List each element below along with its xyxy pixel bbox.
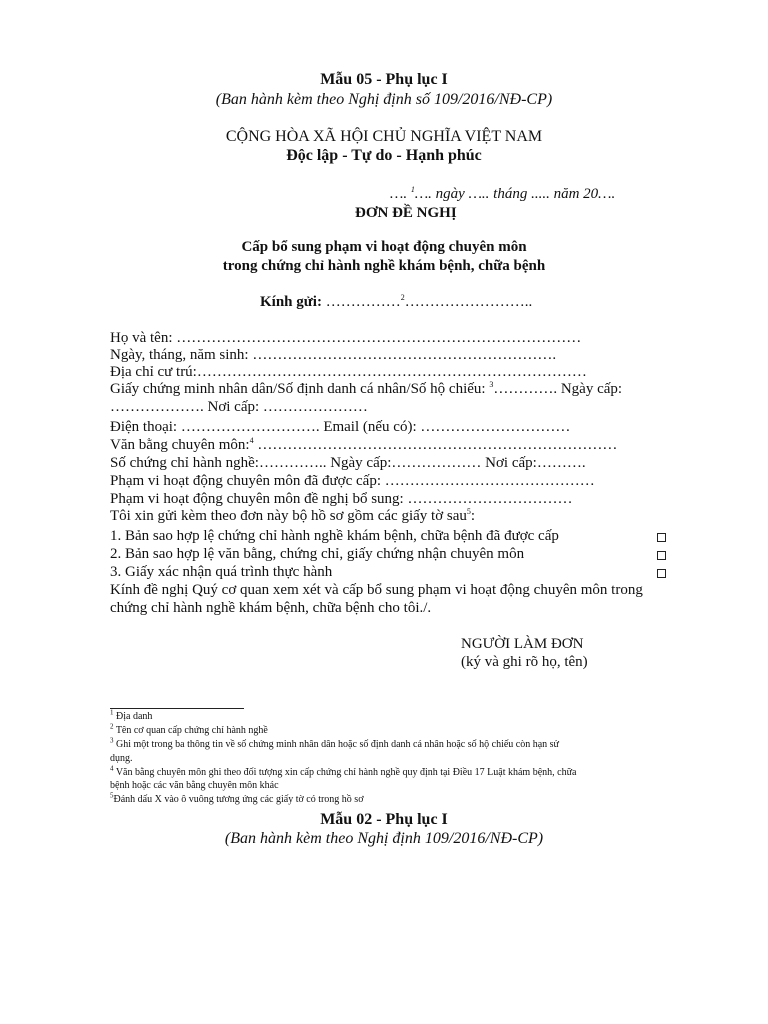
attachment-checkbox-2[interactable] [657, 551, 666, 560]
nation-heading: CỘNG HÒA XÃ HỘI CHỦ NGHĨA VIỆT NAM [225, 128, 543, 145]
form2-decree-reference: (Ban hành kèm theo Nghị định 109/2016/NĐ-CP) [224, 830, 544, 847]
footnote-4-continued: bệnh hoặc các văn bằng chuyên môn khác [110, 780, 279, 791]
subject-line-1: Cấp bổ sung phạm vi hoạt động chuyên môn [241, 239, 527, 255]
document-title: ĐƠN ĐỀ NGHỊ [355, 205, 457, 221]
degree-field[interactable]: Văn bằng chuyên môn:$^4$ ……………………………………………………………… [110, 436, 618, 453]
form2-title: Mẫu 02 - Phụ lục I [320, 811, 448, 828]
form-title: Mẫu 05 - Phụ lục I [320, 71, 448, 88]
subject-line-2: trong chứng chỉ hành nghề khám bệnh, chữa bệnh [222, 258, 546, 274]
recipient-line: Kính gửi: ……………$^2$…………………….. [260, 293, 533, 310]
attachments-intro: Tôi xin gửi kèm theo đơn này bộ hồ sơ gồm các giấy tờ sau$^5$: [110, 507, 476, 524]
footnote-5: $^5$Đánh dấu X vào ô vuông tương ứng các giấy tờ có trong hồ sơ [110, 791, 364, 805]
date-line: …. $^1$…. ngày ….. tháng ..... năm 20…. [390, 185, 616, 202]
request-line-2: chứng chỉ hành nghề khám bệnh, chữa bệnh cho tôi./. [110, 600, 432, 616]
scope-requested-field[interactable]: Phạm vi hoạt động chuyên môn đề nghị bổ sung: …………………………… [110, 491, 573, 507]
attachment-item-2: 2. Bản sao hợp lệ văn bằng, chứng chỉ, giấy chứng nhận chuyên môn [110, 546, 525, 562]
footnote-3: $^3$ Ghi một trong ba thông tin về số chứng minh nhân dân hoặc số định danh cá nhân hoặc số hộ chiếu còn hạn sử [110, 736, 559, 750]
id-issue-place-field[interactable]: ………………. Nơi cấp: ………………… [110, 399, 368, 415]
decree-reference: (Ban hành kèm theo Nghị định số 109/2016/NĐ-CP) [215, 91, 553, 108]
footnote-divider [110, 708, 244, 709]
footnote-2: $^2$ Tên cơ quan cấp chứng chỉ hành nghề [110, 722, 268, 736]
attachment-item-3: 3. Giấy xác nhận quá trình thực hành [110, 564, 333, 580]
dob-field[interactable]: Ngày, tháng, năm sinh: ……………………………………………………. [110, 347, 557, 363]
id-field[interactable]: Giấy chứng minh nhân dân/Số định danh cá nhân/Số hộ chiếu: $^3$…………. Ngày cấp: [110, 380, 623, 397]
scope-granted-field[interactable]: Phạm vi hoạt động chuyên môn đã được cấp: …………………………………… [110, 473, 595, 489]
address-field[interactable]: Địa chỉ cư trú:…………………………………………………………………… [110, 364, 587, 380]
phone-email-field[interactable]: Điện thoại: ………………………. Email (nếu có): ………………………… [110, 419, 571, 435]
motto: Độc lập - Tự do - Hạnh phúc [286, 147, 482, 164]
signer-note: (ký và ghi rõ họ, tên) [461, 654, 588, 670]
footnote-4: $^4$ Văn bằng chuyên môn ghi theo đối tượng xin cấp chứng chỉ hành nghề quy định tại Điều 17 Luật khám bệnh, chữa [110, 764, 577, 778]
request-line-1: Kính đề nghị Quý cơ quan xem xét và cấp bổ sung phạm vi hoạt động chuyên môn trong [110, 582, 643, 598]
attachment-item-1: 1. Bản sao hợp lệ chứng chỉ hành nghề khám bệnh, chữa bệnh đã được cấp [110, 528, 559, 544]
footnote-3-continued: dụng. [110, 753, 133, 764]
certificate-field[interactable]: Số chứng chỉ hành nghề:………….. Ngày cấp:……………… Nơi cấp:………. [110, 455, 586, 471]
signer-heading: NGƯỜI LÀM ĐƠN [461, 636, 584, 652]
full-name-field[interactable]: Họ và tên: ……………………………………………………………………… [110, 330, 582, 346]
footnote-1: $^1$ Địa danh [110, 708, 153, 722]
attachment-checkbox-3[interactable] [657, 569, 666, 578]
attachment-checkbox-1[interactable] [657, 533, 666, 542]
